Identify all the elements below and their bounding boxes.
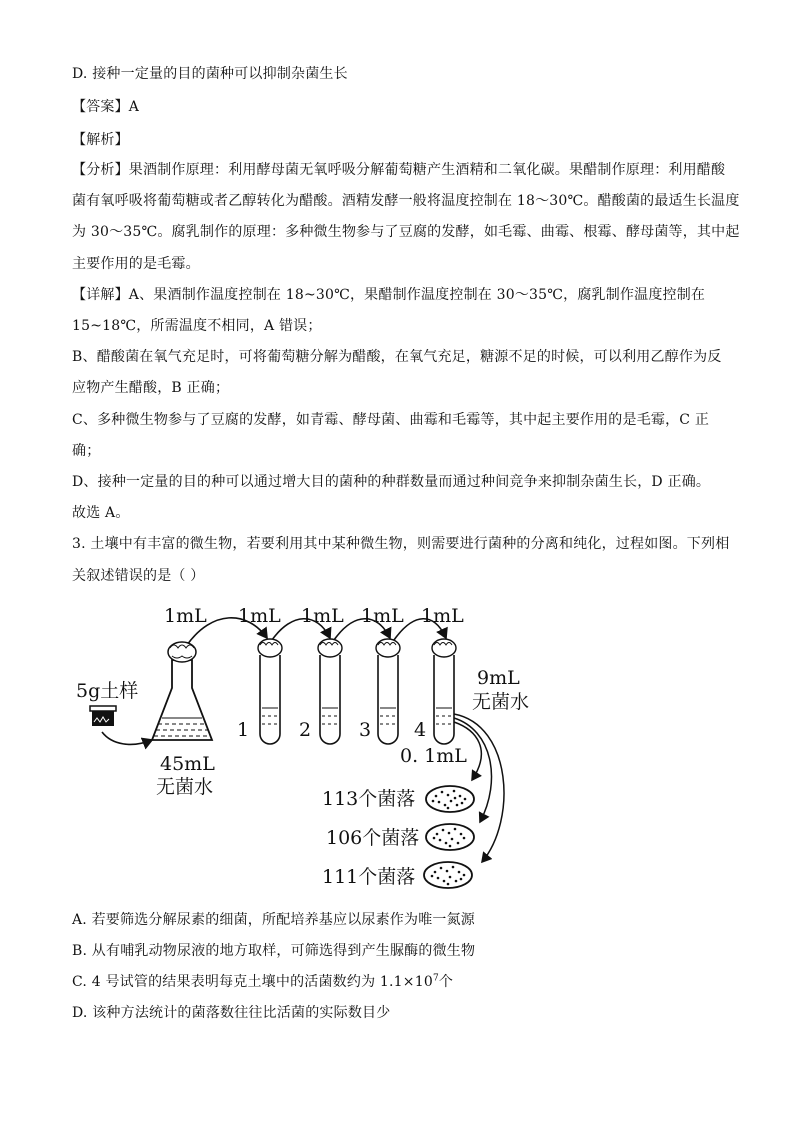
q3-option-c-exponent: 7	[432, 973, 439, 984]
test-tube-1	[258, 639, 282, 744]
q2-analysis-line-1: 【分析】果酒制作原理：利用酵母菌无氧呼吸分解葡萄糖产生酒精和二氧化碳。果醋制作原理：利用醋酸	[72, 162, 726, 178]
serial-dilution-diagram	[72, 600, 592, 900]
plating-volume-label: 0. 1mL	[400, 745, 467, 767]
petri-dish-1	[426, 786, 474, 812]
tube-number: 1	[237, 719, 250, 741]
q2-detail-line-3: B、醋酸菌在氧气充足时，可将葡萄糖分解为醋酸，在氧气充足，糖源不足的时候，可以利用乙醇作为反	[72, 349, 722, 365]
q2-analysis-line-4: 主要作用的是毛霉。	[72, 256, 200, 272]
q3-option-d: D. 该种方法统计的菌落数往往比活菌的实际数目少	[72, 1005, 391, 1021]
q2-option-d: D. 接种一定量的目的菌种可以抑制杂菌生长	[72, 66, 348, 82]
plate-count-label: 106个菌落	[326, 827, 420, 849]
transfer-label: 1mL	[164, 605, 207, 627]
q2-detail-line-1: 【详解】A、果酒制作温度控制在 18~30℃，果醋制作温度控制在 30～35℃，腐乳制作温度控制在	[72, 287, 706, 303]
plate-count-label: 111个菌落	[322, 866, 416, 888]
test-tube-2	[318, 639, 342, 744]
q2-analysis-line-3: 为 30～35℃。腐乳制作的原理：多种微生物参与了豆腐的发酵，如毛霉、曲霉、根霉、酵母菌等，其中起	[72, 224, 740, 240]
q2-detail-line-4: 应物产生醋酸，B 正确；	[72, 380, 230, 396]
test-tube-3	[376, 639, 400, 744]
soil-sample-label: 5g土样	[76, 680, 139, 702]
tube-number: 2	[299, 719, 312, 741]
transfer-label: 1mL	[421, 605, 464, 627]
q2-answer: 【答案】A	[72, 99, 140, 115]
tube-content-label: 无菌水	[472, 691, 530, 713]
q2-detail-line-6: 确；	[72, 443, 101, 459]
transfer-label: 1mL	[361, 605, 404, 627]
tube-number: 4	[414, 719, 427, 741]
sample-arrow	[102, 732, 152, 744]
q3-stem-line-2: 关叙述错误的是（ ）	[72, 568, 205, 584]
q2-detail-line-5: C、多种微生物参与了豆腐的发酵，如青霉、酵母菌、曲霉和毛霉等，其中起主要作用的是毛霉，C 正	[72, 412, 710, 428]
q2-analysis-line-2: 菌有氧呼吸将葡萄糖或者乙醇转化为醋酸。酒精发酵一般将温度控制在 18～30℃。醋酸菌的最适生长温度	[72, 193, 740, 209]
q3-option-a: A. 若要筛选分解尿素的细菌，所配培养基应以尿素作为唯一氮源	[72, 912, 476, 928]
q2-detail-line-2: 15~18℃，所需温度不相同，A 错误；	[72, 318, 322, 334]
transfer-label: 1mL	[301, 605, 344, 627]
flask-content-label: 无菌水	[156, 776, 214, 798]
conical-flask	[152, 642, 212, 740]
tube-volume-label: 9mL	[477, 667, 520, 689]
q3-stem-line-1: 3. 土壤中有丰富的微生物，若要利用其中某种微生物，则需要进行菌种的分离和纯化，过程如图。下列相	[72, 536, 730, 552]
q2-analysis-heading: 【解析】	[72, 132, 129, 148]
transfer-label: 1mL	[238, 605, 281, 627]
flask-volume-label: 45mL	[160, 753, 215, 775]
q3-option-c-unit: 个	[438, 974, 454, 990]
soil-container-icon	[90, 706, 116, 726]
petri-dish-3	[424, 862, 472, 888]
q2-conclusion: 故选 A。	[72, 505, 130, 521]
q3-option-c-text: C. 4 号试管的结果表明每克土壤中的活菌数约为 1.1×10	[72, 974, 433, 990]
q2-detail-line-7: D、接种一定量的目的种可以通过增大目的菌种的种群数量而通过种间竞争来抑制杂菌生长，D 正确。	[72, 474, 711, 490]
petri-dish-2	[426, 824, 474, 850]
q3-option-c	[72, 972, 722, 992]
plate-count-label: 113个菌落	[322, 788, 416, 810]
q3-option-b: B. 从有哺乳动物尿液的地方取样，可筛选得到产生脲酶的微生物	[72, 943, 476, 959]
test-tube-4	[432, 639, 456, 744]
tube-number: 3	[359, 719, 372, 741]
